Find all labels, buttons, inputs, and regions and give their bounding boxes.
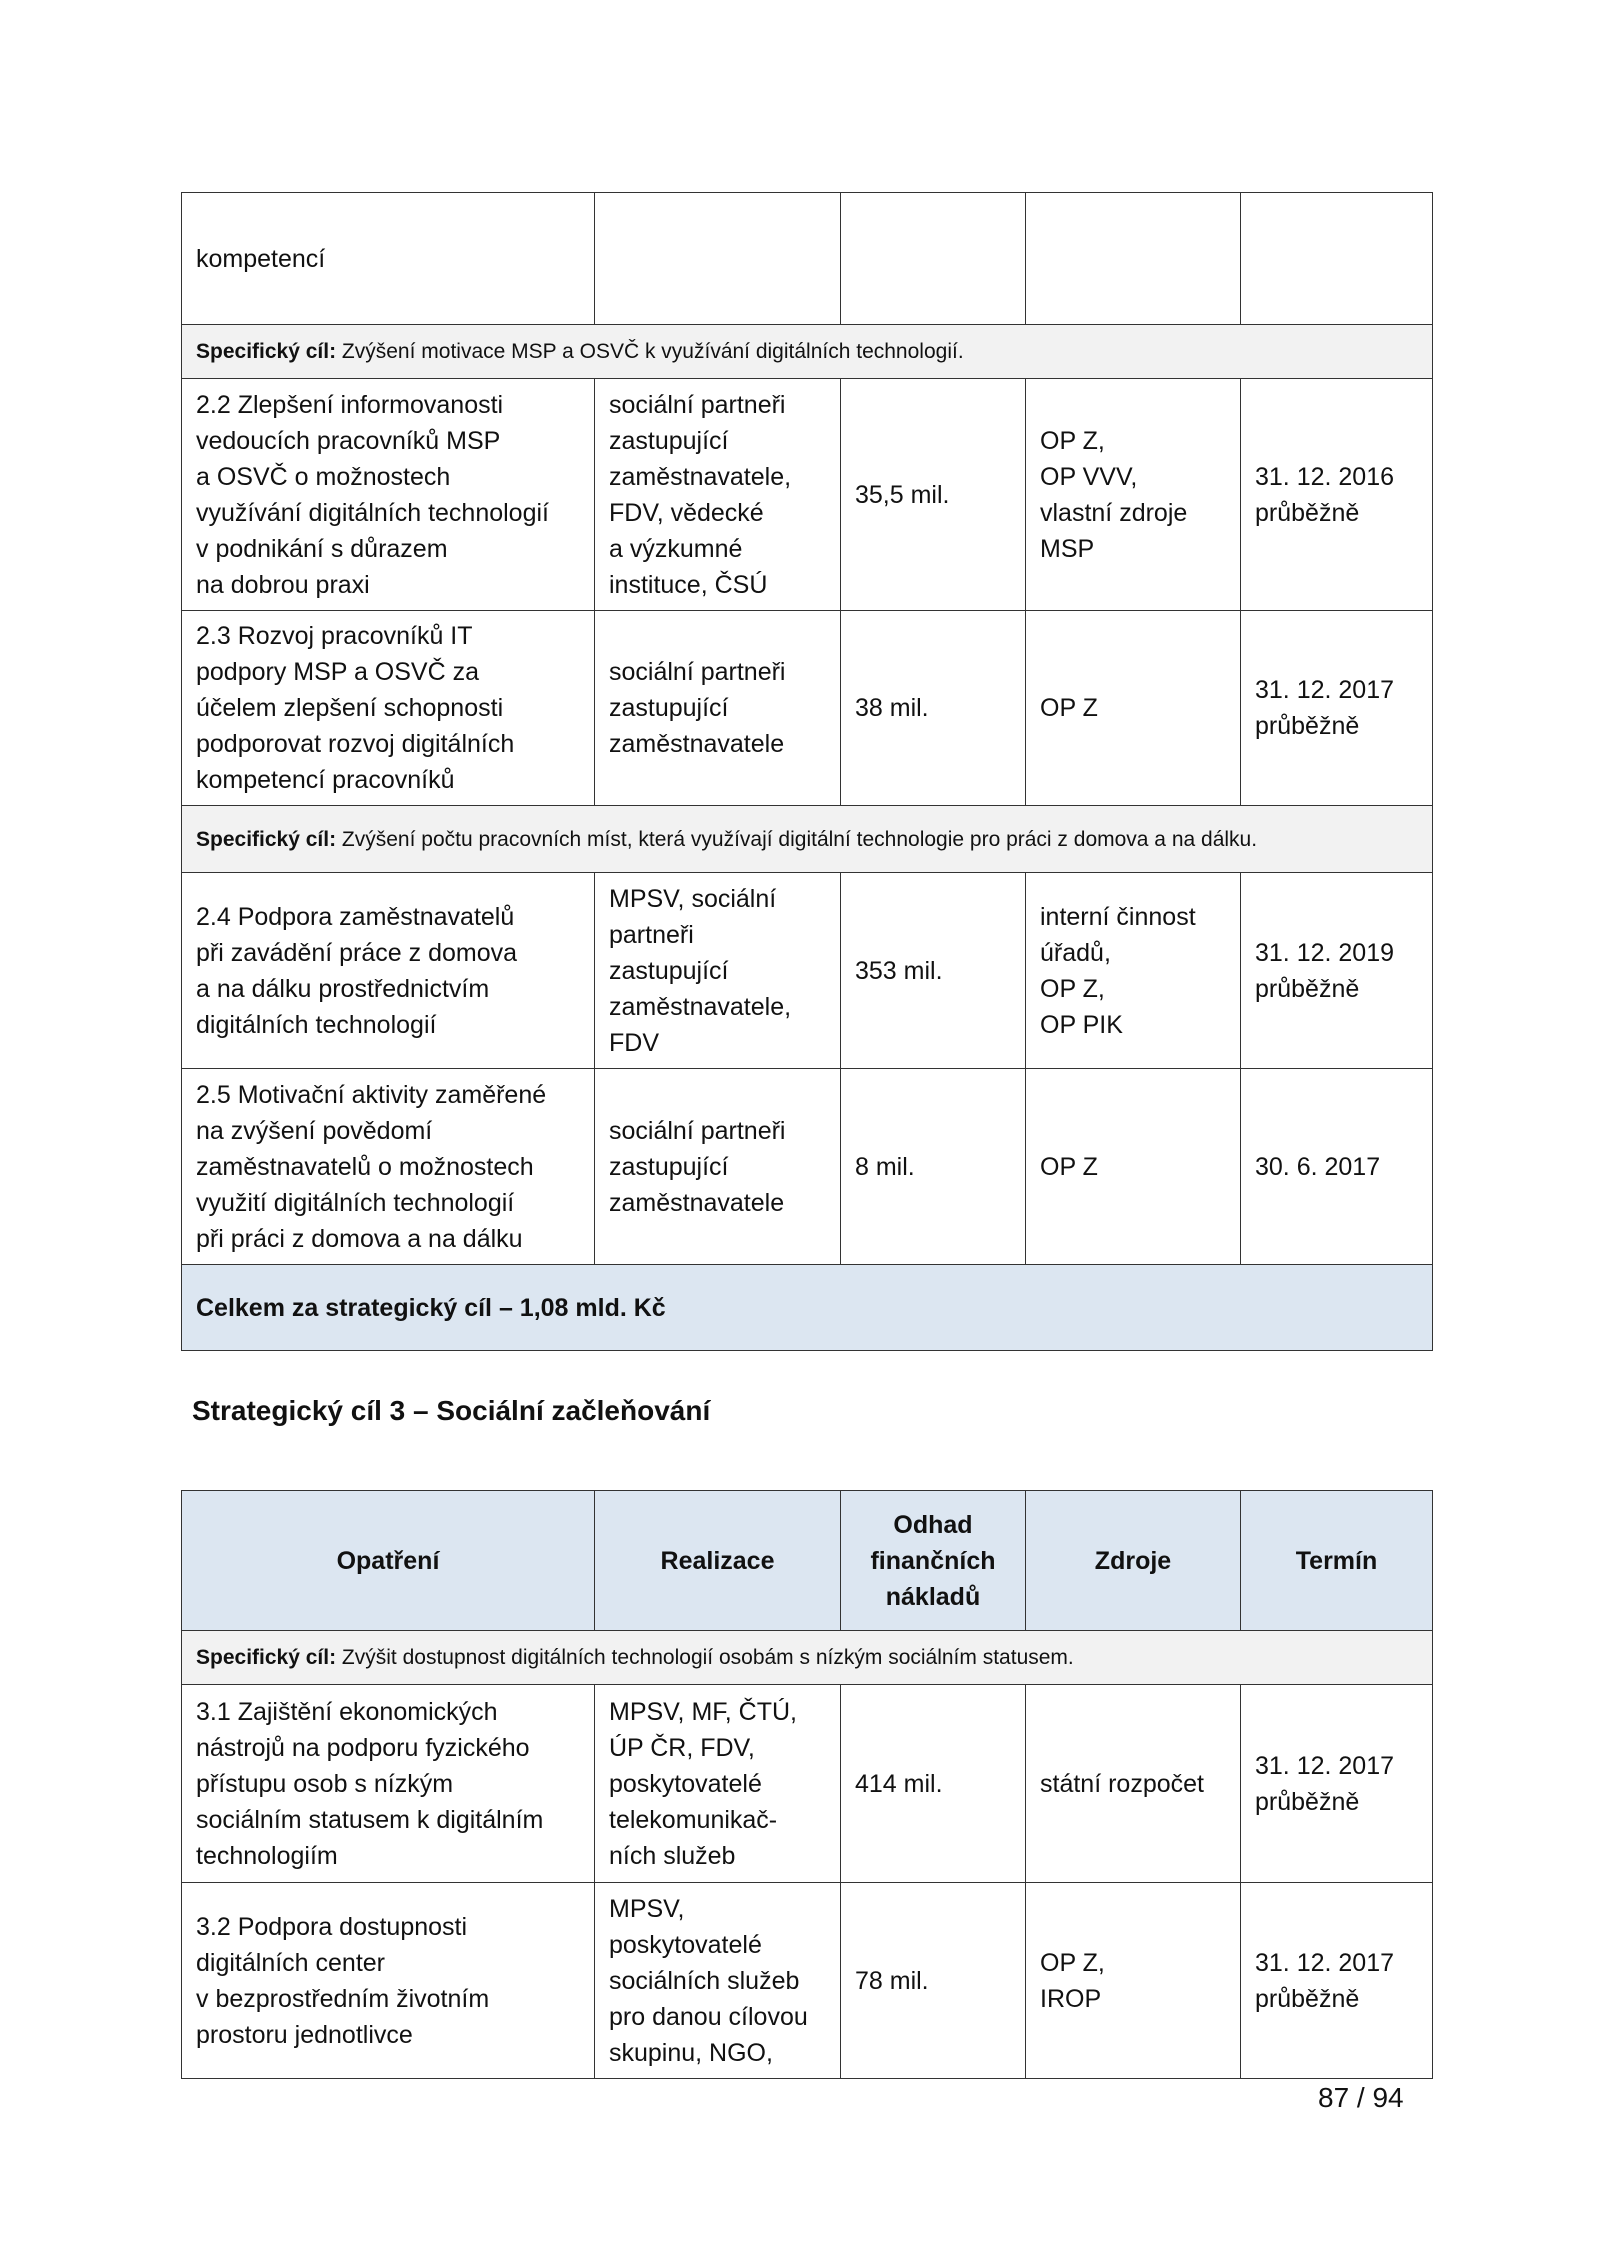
realization-cell: MPSV, sociální partneři zastupující zaměstnavatele, FDV	[595, 873, 841, 1069]
source-cell: OP Z, OP VVV, vlastní zdroje MSP	[1026, 379, 1241, 611]
source-cell	[1026, 193, 1241, 325]
deadline-cell	[1241, 193, 1433, 325]
table-row	[182, 1883, 1433, 2079]
cost-cell: 414 mil.	[841, 1685, 1026, 1883]
realization-cell: MPSV, poskytovatelé sociálních služeb pro danou cílovou skupinu, NGO,	[595, 1883, 841, 2079]
table-row	[182, 193, 1433, 325]
table-row	[182, 379, 1433, 611]
realization-cell	[595, 193, 841, 325]
measure-cell: 3.1 Zajištění ekonomických nástrojů na podporu fyzického přístupu osob s nízkým sociálním statusem k digitálním technologiím	[182, 1685, 595, 1883]
specific-goal-label: Specifický cíl:	[196, 827, 337, 851]
realization-cell: sociální partneři zastupující zaměstnavatele	[595, 1069, 841, 1265]
cost-cell	[841, 193, 1026, 325]
deadline-cell: 31. 12. 2019 průběžně	[1241, 873, 1433, 1069]
source-cell: interní činnost úřadů, OP Z, OP PIK	[1026, 873, 1241, 1069]
specific-goal-row	[182, 806, 1433, 873]
deadline-cell: 31. 12. 2017 průběžně	[1241, 611, 1433, 806]
cost-cell: 78 mil.	[841, 1883, 1026, 2079]
header-deadline: Termín	[1241, 1491, 1433, 1631]
total-row	[182, 1265, 1433, 1351]
header-measure: Opatření	[182, 1491, 595, 1631]
cost-cell: 38 mil.	[841, 611, 1026, 806]
measure-cell: 2.2 Zlepšení informovanosti vedoucích pracovníků MSP a OSVČ o možnostech využívání digitálních technologií v podnikání s důrazem na dobrou praxi	[182, 379, 595, 611]
page-number: 87 / 94	[1318, 2082, 1404, 2113]
deadline-cell: 31. 12. 2017 průběžně	[1241, 1685, 1433, 1883]
table-row	[182, 1069, 1433, 1265]
specific-goal-row	[182, 1631, 1433, 1685]
table-header-row	[182, 1491, 1433, 1631]
specific-goal-text: Zvýšení počtu pracovních míst, která využívají digitální technologie pro práci z domova a na dálku.	[341, 827, 1258, 851]
source-cell: OP Z	[1026, 1069, 1241, 1265]
measure-cell: 3.2 Podpora dostupnosti digitálních center v bezprostředním životním prostoru jednotlivce	[182, 1883, 595, 2079]
deadline-cell: 30. 6. 2017	[1241, 1069, 1433, 1265]
section-heading: Strategický cíl 3 – Sociální začleňování	[192, 1395, 711, 1426]
cost-cell: 353 mil.	[841, 873, 1026, 1069]
measure-cell: 2.5 Motivační aktivity zaměřené na zvýšení povědomí zaměstnavatelů o možnostech využití digitálních technologií při práci z domova a na dálku	[182, 1069, 595, 1265]
realization-cell: sociální partneři zastupující zaměstnavatele	[595, 611, 841, 806]
measure-cell: 2.4 Podpora zaměstnavatelů při zavádění práce z domova a na dálku prostřednictvím digitálních technologií	[182, 873, 595, 1069]
measure-cell: kompetencí	[182, 193, 595, 325]
measure-cell: 2.3 Rozvoj pracovníků IT podpory MSP a OSVČ za účelem zlepšení schopnosti podporovat rozvoj digitálních kompetencí pracovníků	[182, 611, 595, 806]
header-source: Zdroje	[1026, 1491, 1241, 1631]
specific-goal-text: Zvýšení motivace MSP a OSVČ k využívání digitálních technologií.	[341, 340, 964, 363]
cost-cell: 8 mil.	[841, 1069, 1026, 1265]
specific-goal-row	[182, 325, 1433, 379]
specific-goal-label: Specifický cíl:	[196, 340, 337, 363]
deadline-cell: 31. 12. 2016 průběžně	[1241, 379, 1433, 611]
specific-goal-cell	[182, 1631, 1433, 1685]
deadline-cell: 31. 12. 2017 průběžně	[1241, 1883, 1433, 2079]
header-cost: Odhad finančních nákladů	[841, 1491, 1026, 1631]
realization-cell: MPSV, MF, ČTÚ, ÚP ČR, FDV, poskytovatelé telekomunikač- ních služeb	[595, 1685, 841, 1883]
specific-goal-cell	[182, 325, 1433, 379]
source-cell: OP Z, IROP	[1026, 1883, 1241, 2079]
source-cell: státní rozpočet	[1026, 1685, 1241, 1883]
specific-goal-text: Zvýšit dostupnost digitálních technologií osobám s nízkým sociálním statusem.	[341, 1646, 1074, 1669]
measures-table-goal-2	[181, 192, 1433, 1351]
source-cell: OP Z	[1026, 611, 1241, 806]
header-realization: Realizace	[595, 1491, 841, 1631]
specific-goal-cell	[182, 806, 1433, 873]
table-row	[182, 1685, 1433, 1883]
specific-goal-label: Specifický cíl:	[196, 1646, 337, 1669]
realization-cell: sociální partneři zastupující zaměstnavatele, FDV, vědecké a výzkumné instituce, ČSÚ	[595, 379, 841, 611]
table-row	[182, 611, 1433, 806]
measures-table-goal-3	[181, 1490, 1433, 2079]
total-cell: Celkem za strategický cíl – 1,08 mld. Kč	[182, 1265, 1433, 1351]
table-row	[182, 873, 1433, 1069]
cost-cell: 35,5 mil.	[841, 379, 1026, 611]
